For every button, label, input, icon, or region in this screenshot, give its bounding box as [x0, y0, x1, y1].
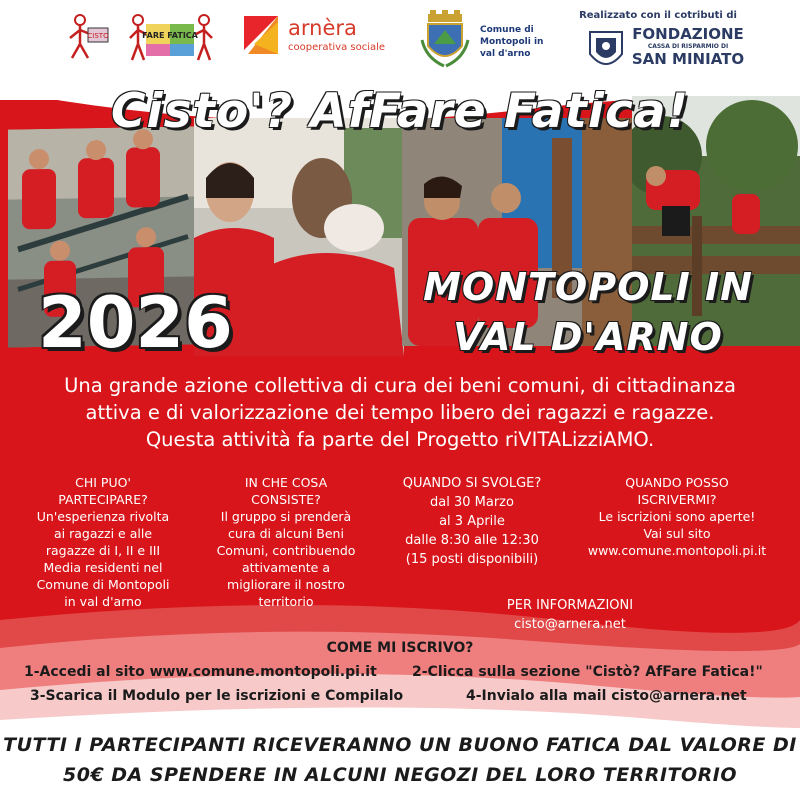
info-heading: IN CHE COSA	[244, 475, 328, 490]
info-body: in val d'arno	[64, 594, 142, 609]
info-body: dal 30 Marzo	[430, 495, 514, 510]
info-body: Un'esperienza rivolta	[36, 509, 170, 524]
fondazione-crest-icon	[586, 26, 626, 76]
svg-text:FARE FATICA: FARE FATICA	[142, 31, 198, 40]
info-body: ai ragazzi e alle	[53, 526, 153, 541]
fondazione-text	[628, 26, 748, 67]
arnera-logo	[244, 16, 404, 60]
info-body: Le iscrizioni sono aperte!	[598, 509, 756, 524]
info-quando-svolge	[384, 474, 560, 569]
intro-line-2: attiva e di valorizzazione dei tempo libero dei ragazzi e ragazze.	[85, 401, 715, 424]
info-body: Media residenti nel	[43, 560, 163, 575]
info-heading: QUANDO POSSO	[625, 475, 729, 490]
comune-crest-icon	[420, 10, 470, 70]
comune-line-3: val d'arno	[480, 49, 531, 59]
step-2: 2-Clicca sulla sezione "Cistò? AfFare Fatica!"	[412, 664, 763, 680]
comune-line-1: Comune di	[480, 25, 534, 35]
intro-line-1: Una grande azione collettiva di cura dei beni comuni, di cittadinanza	[64, 374, 736, 397]
info-body: territorio	[258, 594, 314, 609]
info-website[interactable]: www.comune.montopoli.pi.it	[587, 543, 767, 558]
arnera-sub: cooperativa sociale	[288, 42, 386, 53]
info-body: Comune di Montopoli	[36, 577, 170, 592]
step-1: 1-Accedi al sito www.comune.montopoli.pi.it	[24, 664, 377, 680]
fondazione-line-1: FONDAZIONE	[632, 25, 744, 43]
info-body: migliorare il nostro	[227, 577, 345, 592]
comune-line-2: Montopoli in	[480, 37, 544, 47]
iscrivo-heading: COME MI ISCRIVO?	[326, 640, 474, 656]
info-body: Comuni, contribuendo	[216, 543, 356, 558]
info-body: cura di alcuni Beni	[228, 526, 344, 541]
info-body: Il gruppo si prenderà	[220, 509, 352, 524]
year: 2026	[38, 282, 233, 364]
per-informazioni	[470, 596, 670, 634]
step-4: 4-Invialo alla mail cisto@arnera.net	[466, 688, 747, 704]
cisto-logo	[66, 12, 112, 62]
info-chi-puo	[18, 474, 188, 610]
info-heading: ISCRIVERMI?	[637, 492, 717, 507]
comune-text	[480, 24, 560, 60]
info-body: attivamente a	[241, 560, 330, 575]
info-quando-iscrivermi	[570, 474, 784, 559]
arnera-name: arnèra	[288, 16, 357, 40]
info-heading: CONSISTE?	[251, 492, 321, 507]
info-body: ragazze di I, II e III	[45, 543, 161, 558]
info-heading: CHI PUO'	[75, 475, 131, 490]
info-heading: PARTECIPARE?	[58, 492, 148, 507]
svg-text:CISTO: CISTO	[87, 32, 109, 40]
fondazione-line-3: SAN MINIATO	[631, 50, 745, 68]
intro-line-3: Questa attività fa parte del Progetto riVITALizziAMO.	[145, 428, 655, 451]
banner-line-1: TUTTI I PARTECIPANTI RICEVERANNO UN BUONO FATICA DAL VALORE DI	[3, 734, 797, 756]
main-title: Cisto'? AfFare Fatica!	[110, 84, 690, 139]
info-body: dalle 8:30 alle 12:30	[405, 533, 539, 548]
info-in-che-cosa	[206, 474, 366, 610]
info-body: al 3 Aprile	[439, 514, 505, 529]
per-info-email[interactable]: cisto@arnera.net	[514, 617, 626, 632]
banner-line-2: 50€ DA SPENDERE IN ALCUNI NEGOZI DEL LORO TERRITORIO	[63, 764, 737, 786]
fondazione-line-2: CASSA DI RISPARMIO DI	[647, 43, 729, 50]
per-info-label: PER INFORMAZIONI	[506, 598, 634, 613]
intro-text	[20, 372, 780, 453]
place-name	[398, 262, 778, 362]
fare-fatica-logo	[128, 12, 214, 68]
info-heading: QUANDO SI SVOLGE?	[402, 476, 542, 491]
place-line-2: VAL D'ARNO	[453, 315, 723, 359]
bottom-banner	[0, 730, 800, 790]
place-line-1: MONTOPOLI IN	[423, 265, 753, 309]
arnera-mark-icon	[244, 16, 280, 56]
logo-row	[0, 0, 800, 90]
info-body: (15 posti disponibili)	[405, 552, 539, 567]
sponsor-label: Realizzato con il cotributi di	[579, 10, 737, 21]
info-body: Vai sul sito	[643, 526, 711, 541]
step-3: 3-Scarica il Modulo per le iscrizioni e Compilalo	[30, 688, 404, 704]
